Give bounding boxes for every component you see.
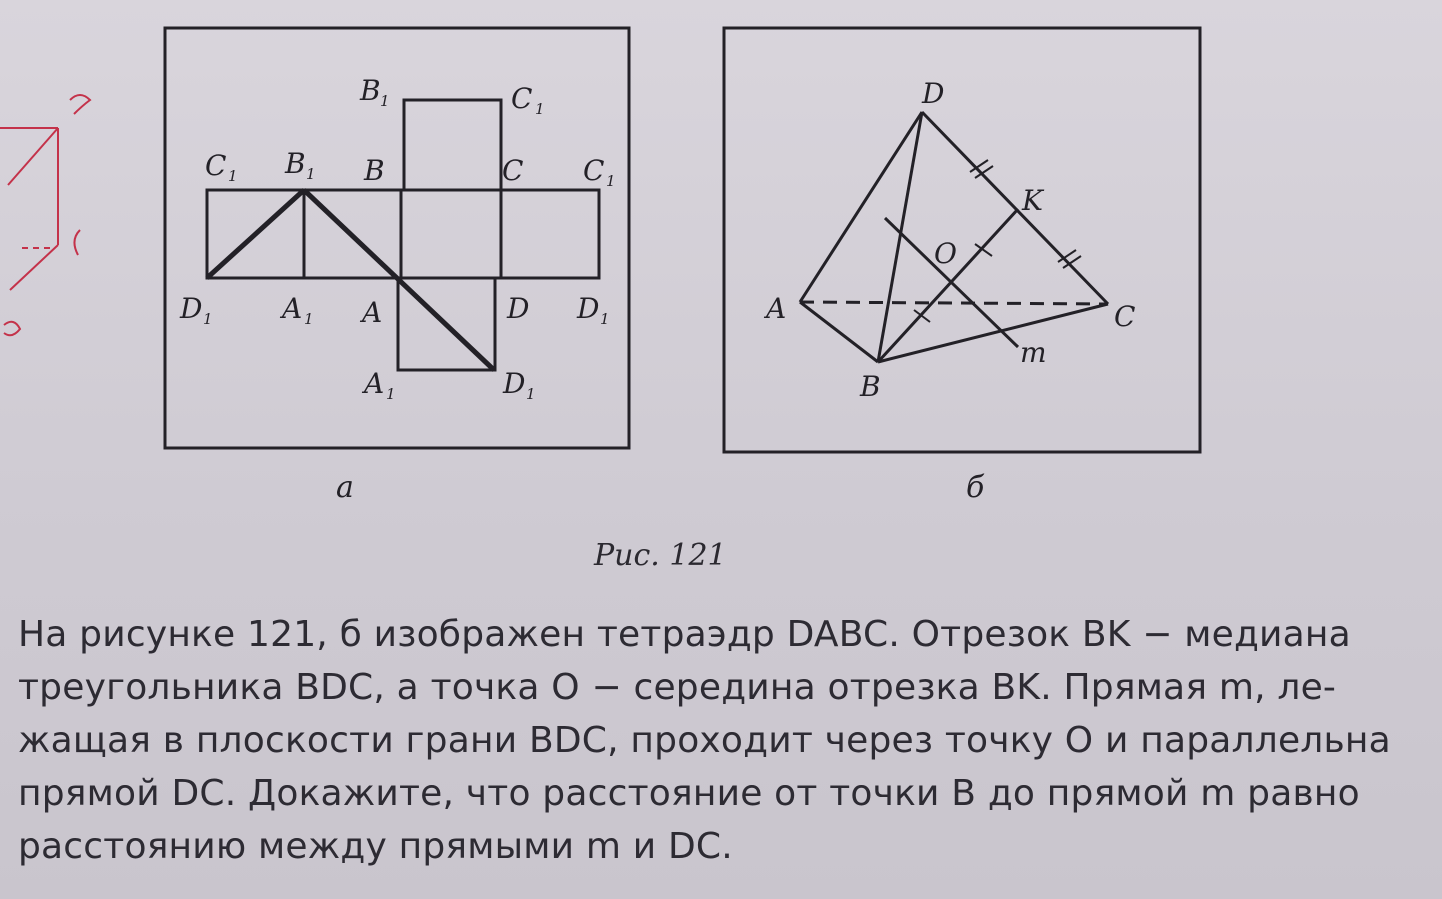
problem-line: жащая в плоскости грани BDC, проходит через точку O и параллельна [18,720,1391,761]
problem-line: прямой DC. Докажите, что расстояние от точки B до прямой m равно [18,773,1360,814]
label-m: m [1020,336,1047,369]
label-O: O [934,237,957,270]
svg-text:1: 1 [203,310,213,328]
panel-b-caption: б [966,470,985,505]
label-C: C [502,154,524,187]
problem-line: На рисунке 121, б изображен тетраэдр DABC. Отрезок BK − медиана [18,614,1351,655]
label-C: C [1114,300,1136,333]
label-B1-top: B [360,74,381,107]
problem-text [18,608,1428,873]
label-C1-right: C [583,154,605,187]
problem-line: треугольника BDC, а точка O − середина отрезка BK. Прямая m, ле- [18,667,1337,708]
problem-line: расстоянию между прямыми m и DC. [18,826,733,867]
svg-text:1: 1 [304,310,314,328]
label-B1-mid: B [285,147,306,180]
label-A: A [766,292,787,325]
panel-a-frame [165,28,629,448]
svg-text:1: 1 [535,100,545,118]
svg-text:1: 1 [380,92,390,110]
panel-b-frame [724,28,1200,452]
label-B: B [364,154,385,187]
svg-text:1: 1 [526,385,536,403]
svg-text:1: 1 [606,172,616,190]
label-D: D [922,77,945,110]
svg-text:1: 1 [386,385,396,403]
label-C1-left: C [205,149,227,182]
svg-text:1: 1 [228,167,238,185]
svg-text:1: 1 [600,310,610,328]
label-D1-right: D [577,292,600,325]
label-K: K [1022,184,1043,217]
label-C1-top: C [511,82,533,115]
label-A1-bottom: A [364,367,385,400]
panel-a-caption: а [336,470,354,505]
panel-a [165,28,629,505]
svg-text:1: 1 [306,165,316,183]
label-A: A [362,296,383,329]
label-D1-left: D [180,292,203,325]
label-B: B [860,370,881,403]
figure-caption: Рис. 121 [594,538,727,573]
margin-sketch [0,95,90,335]
label-A1-mid: A [282,292,303,325]
label-D1-bottom: D [503,367,526,400]
label-D: D [507,292,530,325]
net-diagonals [207,190,494,370]
panel-b [724,28,1200,505]
